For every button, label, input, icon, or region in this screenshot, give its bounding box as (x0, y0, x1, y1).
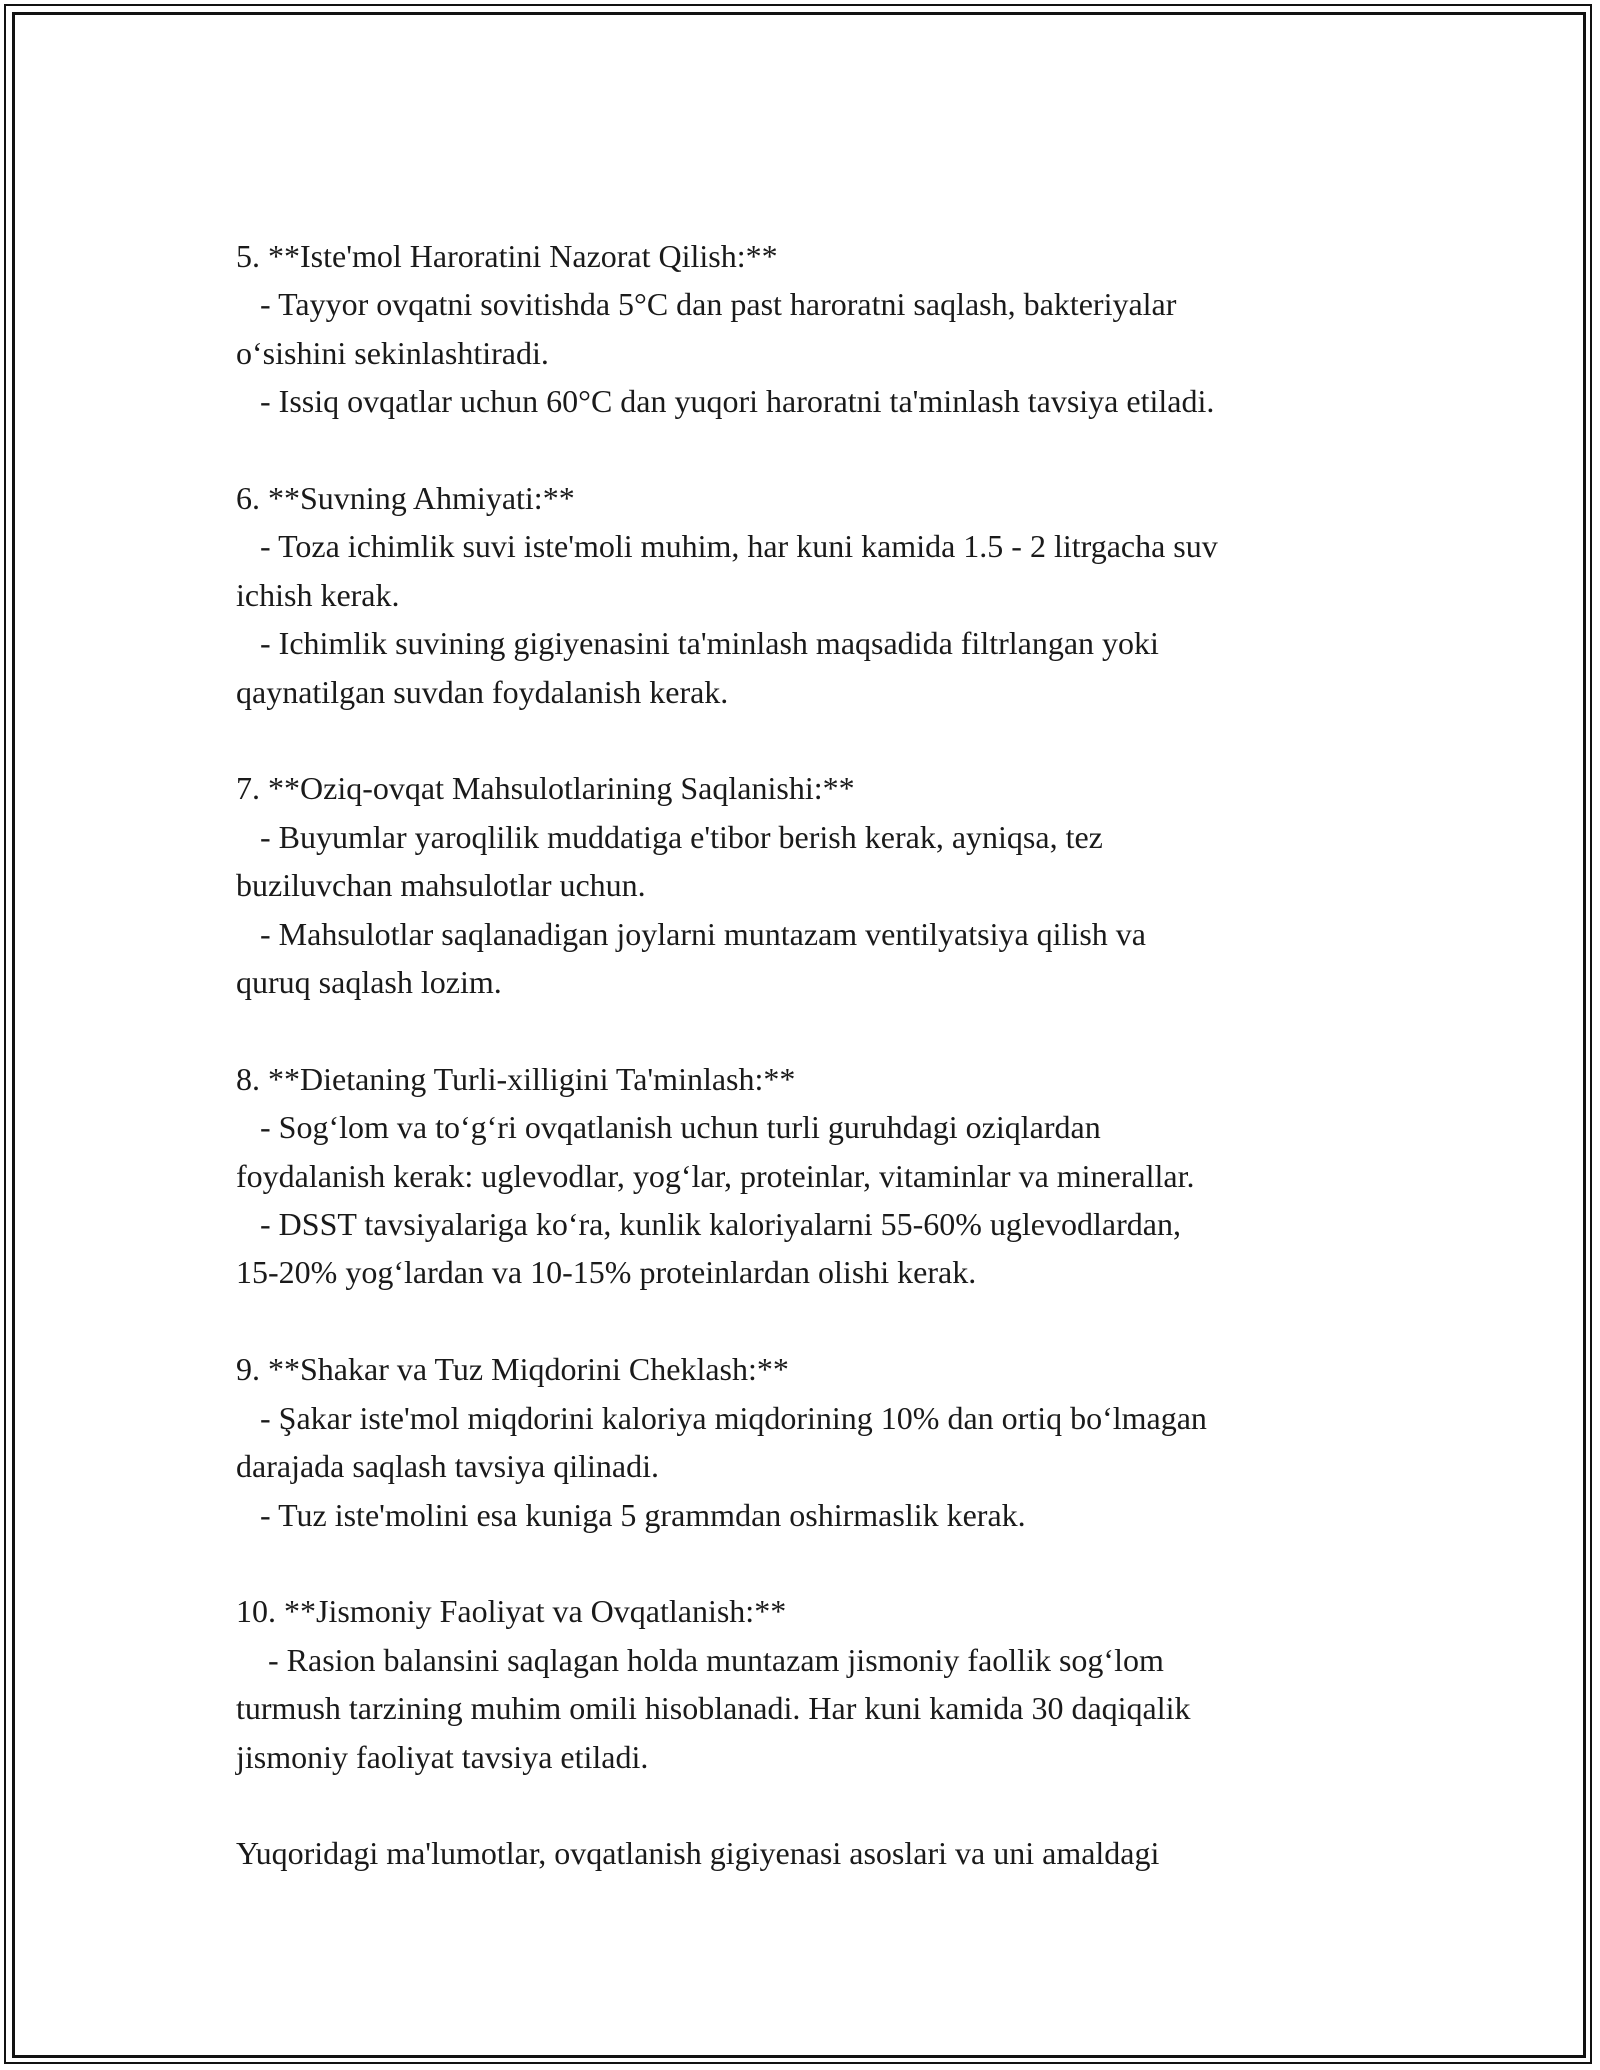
section-5 (236, 232, 1396, 426)
body-line: - Tayyor ovqatni sovitishda 5°C dan past haroratni saqlash, bakteriyalar (236, 286, 1177, 323)
section-heading: 6. **Suvning Ahmiyati:** (236, 480, 575, 517)
body-line: 15-20% yog‘lardan va 10-15% proteinlardan olishi kerak. (236, 1254, 977, 1291)
section-heading: 7. **Oziq-ovqat Mahsulotlarining Saqlanishi:** (236, 770, 855, 807)
body-line: - Buyumlar yaroqlilik muddatiga e'tibor berish kerak, ayniqsa, tez (236, 818, 1103, 855)
body-line: quruq saqlash lozim. (236, 964, 502, 1001)
body-line: - Sog‘lom va to‘g‘ri ovqatlanish uchun turli guruhdagi oziqlardan (236, 1109, 1101, 1146)
body-line: qaynatilgan suvdan foydalanish kerak. (236, 673, 729, 710)
section-heading: 8. **Dietaning Turli-xilligini Ta'minlash:** (236, 1060, 796, 1097)
body-line: ichish kerak. (236, 576, 400, 613)
document-body (236, 232, 1396, 1878)
body-line: o‘sishini sekinlashtiradi. (236, 334, 549, 371)
section-6 (236, 474, 1396, 716)
body-line: foydalanish kerak: uglevodlar, yog‘lar, proteinlar, vitaminlar va minerallar. (236, 1157, 1195, 1194)
body-line: - Şakar iste'mol miqdorini kaloriya miqdorining 10% dan ortiq bo‘lmagan (236, 1399, 1207, 1436)
body-line: turmush tarzining muhim omili hisoblanadi. Har kuni kamida 30 daqiqalik (236, 1690, 1191, 1727)
section-spacer (236, 1781, 1396, 1829)
body-line: buziluvchan mahsulotlar uchun. (236, 867, 646, 904)
body-line: darajada saqlash tavsiya qilinadi. (236, 1448, 659, 1485)
section-heading: 5. **Iste'mol Haroratini Nazorat Qilish:** (236, 238, 778, 274)
section-spacer (236, 1297, 1396, 1345)
section-spacer (236, 1006, 1396, 1054)
section-spacer (236, 426, 1396, 474)
body-line: - Ichimlik suvining gigiyenasini ta'minlash maqsadida filtrlangan yoki (236, 625, 1159, 662)
section-spacer (236, 1539, 1396, 1587)
body-line: - Mahsulotlar saqlanadigan joylarni muntazam ventilyatsiya qilish va (236, 915, 1146, 952)
section-heading: 10. **Jismoniy Faoliyat va Ovqatlanish:** (236, 1593, 787, 1630)
body-line: - Rasion balansini saqlagan holda muntazam jismoniy faollik sog‘lom (236, 1641, 1164, 1678)
body-line: - Issiq ovqatlar uchun 60°C dan yuqori haroratni ta'minlash tavsiya etiladi. (236, 383, 1215, 420)
body-line: - DSST tavsiyalariga ko‘ra, kunlik kaloriyalarni 55-60% uglevodlardan, (236, 1206, 1181, 1243)
section-8 (236, 1055, 1396, 1297)
section-7 (236, 764, 1396, 1006)
section-heading: 9. **Shakar va Tuz Miqdorini Cheklash:** (236, 1351, 789, 1388)
section-9 (236, 1345, 1396, 1539)
section-spacer (236, 716, 1396, 764)
closing-paragraph: Yuqoridagi ma'lumotlar, ovqatlanish gigiyenasi asoslari va uni amaldagi (236, 1835, 1160, 1872)
body-line: - Toza ichimlik suvi iste'moli muhim, har kuni kamida 1.5 - 2 litrgacha suv (236, 528, 1218, 565)
body-line: - Tuz iste'molini esa kuniga 5 grammdan oshirmaslik kerak. (236, 1496, 1026, 1533)
section-10 (236, 1587, 1396, 1781)
body-line: jismoniy faoliyat tavsiya etiladi. (236, 1738, 649, 1775)
